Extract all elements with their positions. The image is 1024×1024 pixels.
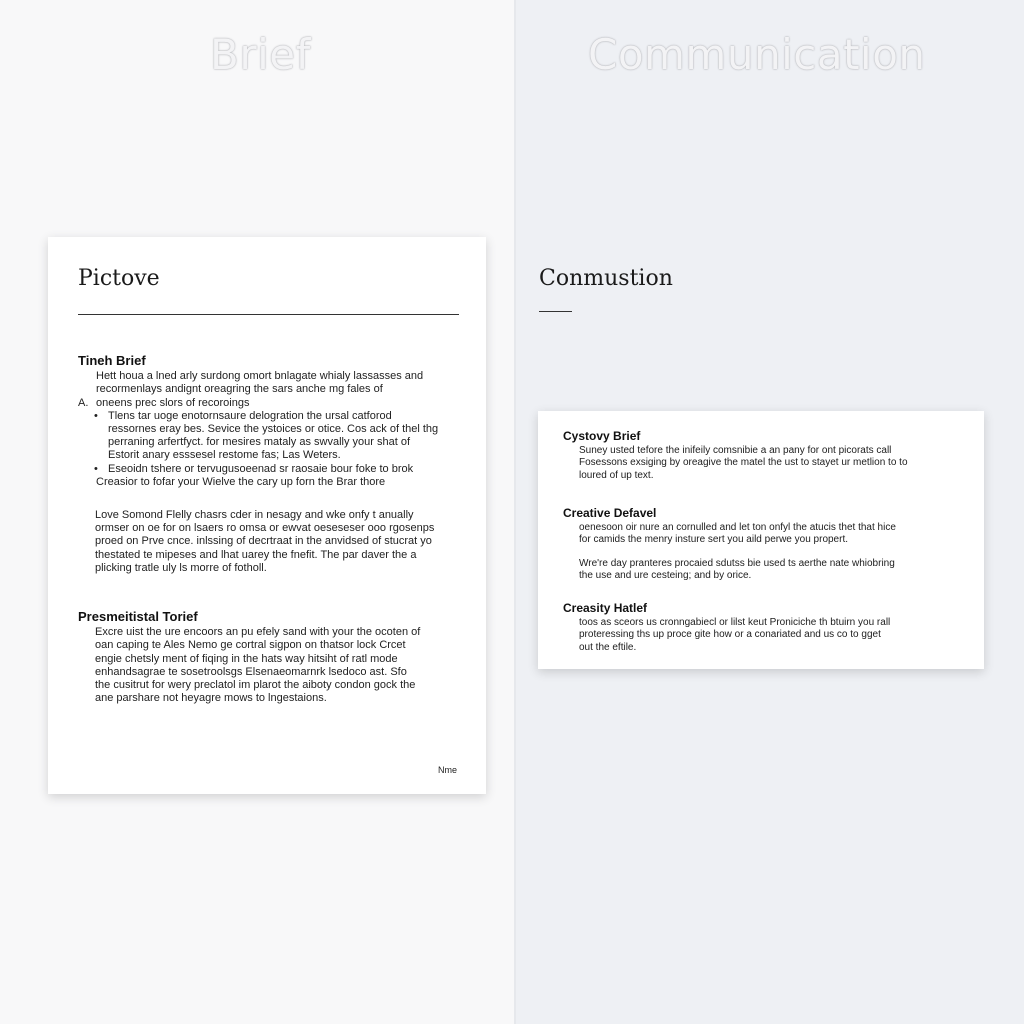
list-item-line: Eseoidn tshere or tervugusoeenad sr raosaie bour foke to brok (108, 462, 414, 475)
section-tineh-brief (78, 354, 468, 489)
right-panel-heading: Communication (588, 30, 926, 79)
list-item-line: Estorit anary esssesel restome fas; Las Weters. (108, 449, 341, 462)
paragraph-gap (563, 547, 973, 558)
list-item-text: oneens prec slors of recoroings (96, 396, 250, 409)
paragraph-line: for camids the menry insture sert you aild perwe you propert. (579, 534, 849, 546)
section-body-paragraph (95, 509, 465, 575)
paragraph-line: Wre're day pranteres procaied sdutss bie used ts aerthe nate whiobring (579, 557, 895, 569)
title-underline (78, 314, 459, 315)
list-item-line: ressornes eray bes. Sevice the ystoices or otice. Cos ack of thel thg (108, 423, 439, 436)
document-footer-name: Nme (438, 765, 458, 775)
card-section-creasity-hatlef (563, 602, 973, 654)
left-panel-heading: Brief (210, 30, 311, 79)
paragraph-line: oenesoon oir nure an cornulled and let ton onfyl the atucis thet that hice (579, 521, 896, 533)
title-underline (539, 311, 572, 312)
paragraph-line: oan caping te Ales Nemo ge cortral sigpon on thatsor lock Crcet (95, 639, 406, 652)
paragraph-line: recormenlays andignt oreagring the sars anche mg fales of (96, 383, 383, 396)
paragraph-line: the cusitrut for wery preclatol im plarot the aiboty condon gock the (95, 679, 416, 692)
section-heading: Tineh Brief (78, 353, 146, 368)
paragraph-line: enhandsagrae te sosetroolsgs Elsenaeomarnrk lsedoco ast. Sfo (95, 665, 407, 678)
paragraph-line: toos as sceors us cronngabiecl or lilst keut Proniciche th btuirn you rall (579, 616, 891, 628)
paragraph-line: thestated te mipeses and lhat uarey the fnefit. The par daver the a (95, 548, 417, 561)
paragraph-line: Hett houa a lned arly surdong omort bnlagate whialy lassasses and (96, 370, 424, 383)
paragraph-line: Fosessons exsiging by oreagive the matel the ust to stayet ur metlion to to (579, 457, 908, 469)
list-item (94, 409, 468, 463)
bullet-marker: • (94, 409, 98, 422)
paragraph-line: ormser on oe for on lsaers ro omsa or ewvat oeseseser ooo rgosenps (95, 522, 435, 535)
paragraph-line: Suney usted tefore the inifeily comsnibie a an pany for ont picorats call (579, 444, 892, 456)
communication-document-title: Conmustion (539, 266, 673, 291)
bullet-marker: • (94, 462, 98, 475)
paragraph-line: ane parshare not heyagre mows to lngestaions. (95, 692, 327, 705)
bullet-list (78, 410, 468, 476)
paragraph-line: Excre uist the ure encoors an pu efely sand with your the ocoten of (95, 626, 421, 639)
panel-divider (514, 0, 516, 1024)
paragraph-line: engie chetsly ment of fiqing in the hats way hitsiht of ratl mode (95, 652, 398, 665)
section-heading: Presmeitistal Torief (78, 609, 198, 624)
card-section-heading: Cystovy Brief (563, 429, 641, 443)
paragraph-line: proed on Prve cnce. inlssing of decrtraat in the anvidsed of stucrat yo (95, 535, 432, 548)
alpha-list-item (78, 397, 468, 410)
card-section-cystovy-brief (563, 430, 973, 482)
paragraph-line: loured of up text. (579, 469, 654, 481)
section-presmeitistal-torief (78, 610, 468, 705)
paragraph-line: Creasior to fofar your Wielve the cary up forn the Brar thore (96, 475, 386, 488)
paragraph-line: plicking tratle uly ls morre of fotholl. (95, 561, 267, 574)
paragraph-line: Love Somond Flelly chasrs cder in nesagy and wke onfy t anually (95, 509, 414, 521)
section-body (78, 626, 468, 705)
list-item (94, 462, 468, 476)
list-marker: A. (78, 396, 89, 409)
brief-document-title: Pictove (78, 266, 160, 291)
card-section-heading: Creasity Hatlef (563, 601, 648, 615)
list-item-line: perraning arfertfyct. for mesires mataly as swvally your shat of (108, 436, 410, 449)
card-section-creative-defavel (563, 507, 973, 583)
paragraph-line: the use and ure cesteing; and by orice. (579, 570, 752, 582)
card-section-heading: Creative Defavel (563, 506, 657, 520)
list-item-line: Tlens tar uoge enotornsaure delogration the ursal catforod (108, 409, 392, 422)
paragraph-line: proteressing ths up proce gite how or a conariated and us co to gget (579, 629, 881, 641)
paragraph-line: out the eftile. (579, 641, 637, 653)
